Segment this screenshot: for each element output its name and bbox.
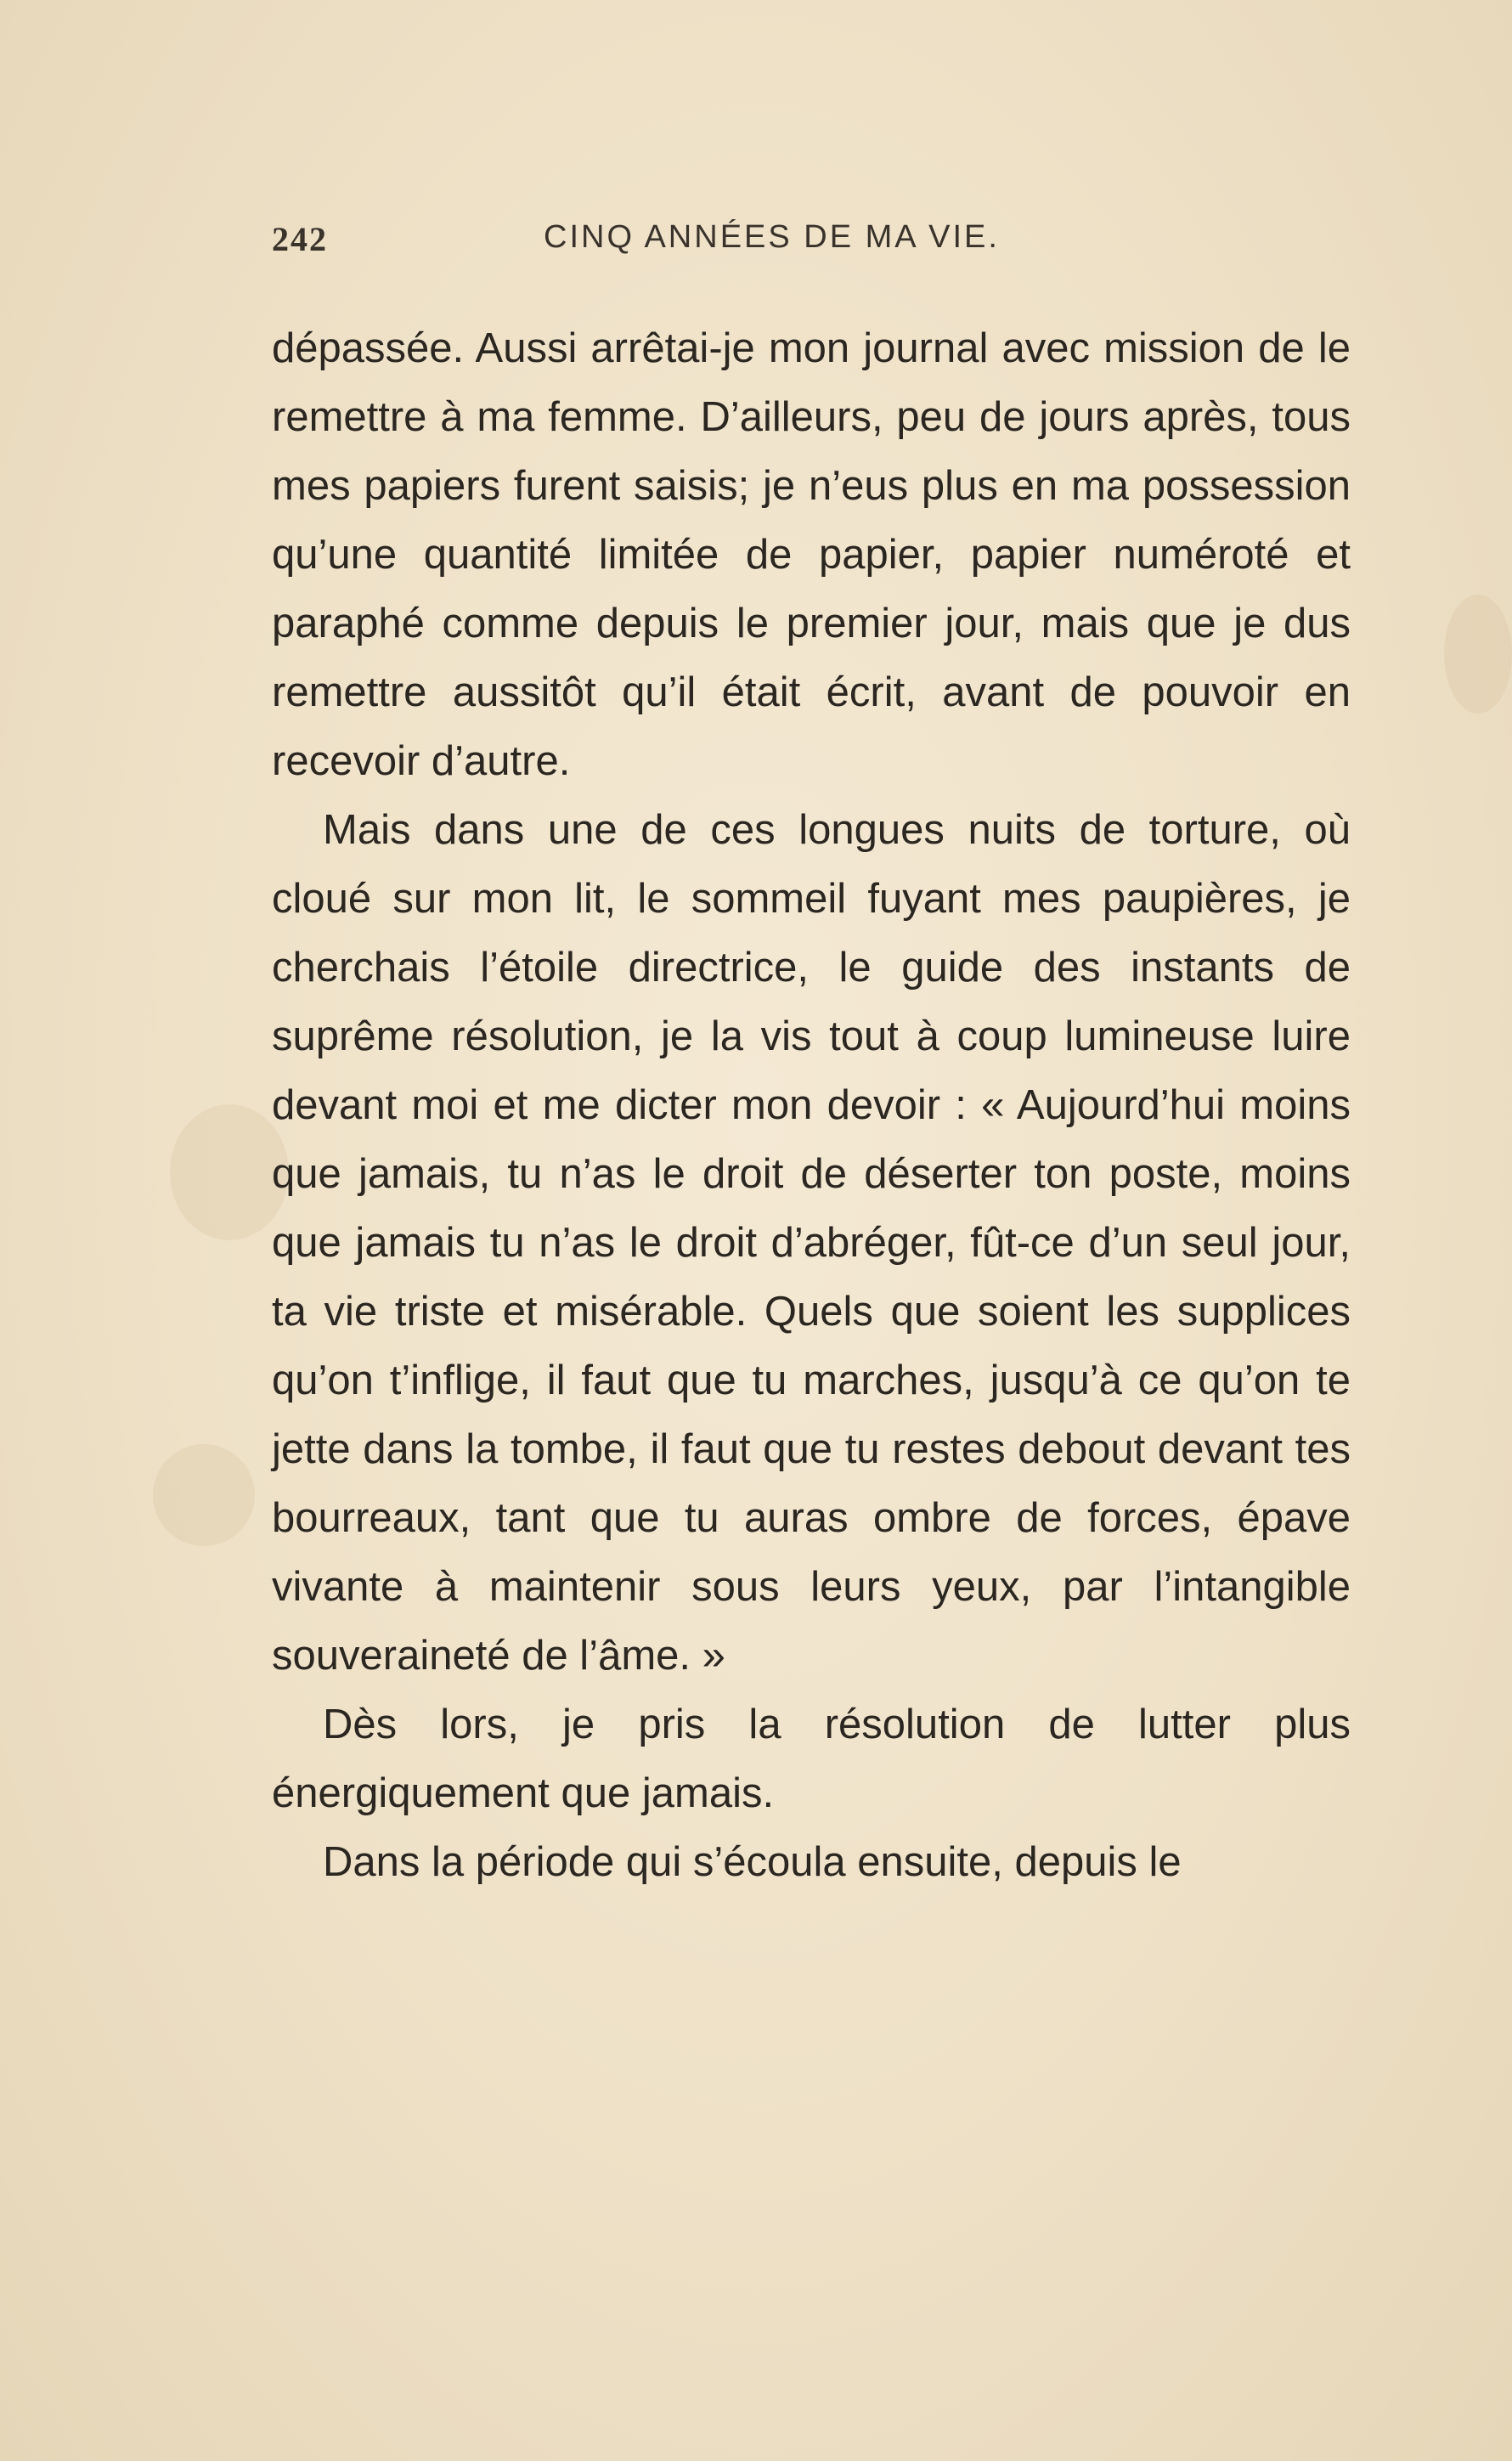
paragraph: Dès lors, je pris la résolution de lutter plus énergiquement que jamais. <box>272 1702 1351 1816</box>
paragraph: Mais dans une de ces longues nuits de torture, où cloué sur mon lit, le sommeil fuyant mes paupières, je cherchais l’étoile directrice, le guide des instants de suprême résolution, je la vis tout à coup lumineuse luire devant moi et me dicter mon devoir : « Aujourd’hui moins que jamais, tu n’as le droit de déserter ton poste, moins que jamais tu n’as le droit d’abréger, fût-ce d’un seul jour, ta vie triste et misérable. Quels que soient les supplices qu’on t’inflige, il faut que tu marches, jusqu’à ce qu’on te jette dans la tombe, il faut que tu restes debout devant tes bourreaux, tant que tu auras ombre de forces, épave vivante à maintenir sous leurs yeux, par l’intangible souveraineté de l’âme. » <box>272 807 1351 1679</box>
paragraph: dépassée. Aussi arrêtai-je mon journal avec mission de le remettre à ma femme. D’ailleurs, peu de jours après, tous mes papiers furent saisis; je n’eus plus en ma possession qu’une quantité limitée de papier, papier numéroté et paraphé comme depuis le premier jour, mais que je dus remettre aussitôt qu’il était écrit, avant de pouvoir en recevoir d’autre. <box>272 325 1351 784</box>
page-header <box>272 219 1070 279</box>
paper-stain <box>170 1104 289 1240</box>
paper-stain <box>1444 595 1512 714</box>
running-title: CINQ ANNÉES DE MA VIE. <box>544 219 1000 255</box>
body-text <box>272 314 1351 1897</box>
page-number: 242 <box>272 220 328 258</box>
paragraph: Dans la période qui s’écoula ensuite, depuis le <box>323 1839 1182 1885</box>
paper-stain <box>153 1444 255 1546</box>
